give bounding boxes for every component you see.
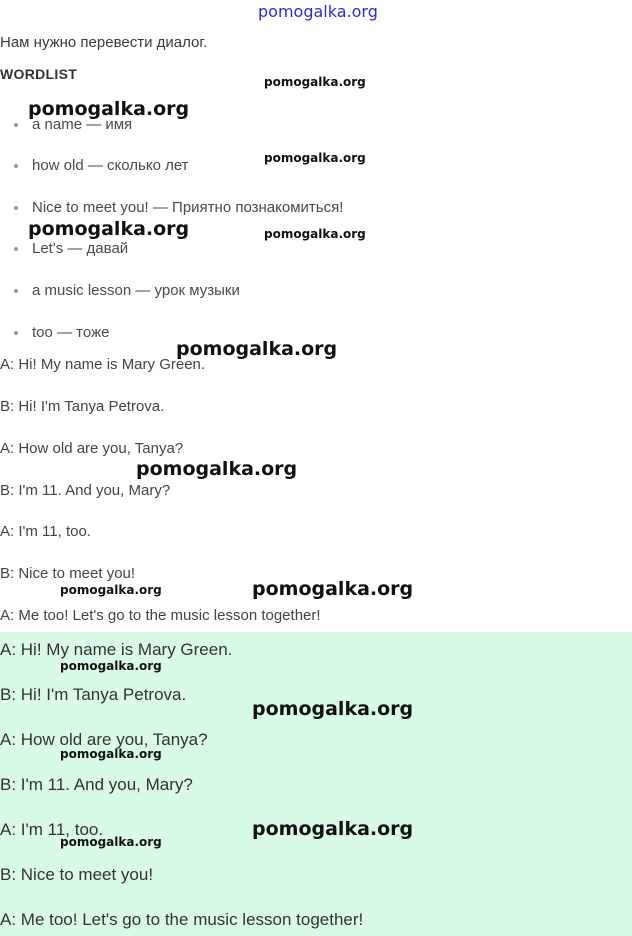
answer-line: B: I'm 11. And you, Mary? [0, 775, 193, 794]
watermark: pomogalka.org [28, 218, 190, 240]
word-text: a music lesson — урок музыки [32, 282, 240, 299]
dialogue-line: B: I'm 11. And you, Mary? [0, 482, 171, 499]
watermark: pomogalka.org [60, 583, 162, 597]
watermark: pomogalka.org [60, 835, 162, 849]
watermark: pomogalka.org [60, 747, 162, 761]
answer-line: A: I'm 11, too. [0, 820, 104, 839]
dialogue-line: A: Hi! My name is Mary Green. [0, 356, 206, 373]
watermark: pomogalka.org [28, 98, 190, 120]
bullet-icon [14, 206, 18, 210]
answer-block [0, 632, 632, 936]
word-text: Let's — давай [32, 240, 129, 257]
dialogue-line: A: How old are you, Tanya? [0, 440, 184, 457]
word-text: Nice to meet you! — Приятно познакомиться! [32, 199, 344, 216]
watermark: pomogalka.org [252, 818, 414, 840]
answer-line: A: Me too! Let's go to the music lesson together! [0, 910, 364, 929]
word-item [14, 157, 189, 174]
answer-line: B: Hi! I'm Tanya Petrova. [0, 685, 187, 704]
bullet-icon [14, 289, 18, 293]
word-item [14, 199, 343, 216]
bullet-icon [14, 247, 18, 251]
dialogue-line: A: I'm 11, too. [0, 523, 91, 540]
bullet-icon [14, 123, 18, 127]
word-text: a name — имя [32, 116, 133, 133]
answer-line: A: Hi! My name is Mary Green. [0, 640, 233, 659]
watermark: pomogalka.org [264, 151, 366, 165]
watermark: pomogalka.org [252, 578, 414, 600]
word-text: how old — сколько лет [32, 157, 189, 174]
intro-text: Нам нужно перевести диалог. [0, 34, 208, 51]
watermark: pomogalka.org [252, 698, 414, 720]
wordlist-title: WORDLIST [0, 66, 78, 82]
dialogue-line: B: Hi! I'm Tanya Petrova. [0, 398, 165, 415]
watermark: pomogalka.org [60, 659, 162, 673]
site-watermark-top: pomogalka.org [258, 2, 378, 21]
answer-line: B: Nice to meet you! [0, 865, 154, 884]
word-item [14, 240, 128, 257]
word-item [14, 282, 240, 299]
word-item [14, 324, 109, 341]
dialogue-line: B: Nice to meet you! [0, 565, 136, 582]
word-text: too — тоже [32, 324, 110, 341]
watermark: pomogalka.org [136, 458, 298, 480]
watermark: pomogalka.org [176, 338, 338, 360]
watermark: pomogalka.org [264, 227, 366, 241]
bullet-icon [14, 331, 18, 335]
watermark: pomogalka.org [264, 75, 366, 89]
dialogue-line: A: Me too! Let's go to the music lesson together! [0, 607, 321, 624]
answer-line: A: How old are you, Tanya? [0, 730, 208, 749]
bullet-icon [14, 164, 18, 168]
